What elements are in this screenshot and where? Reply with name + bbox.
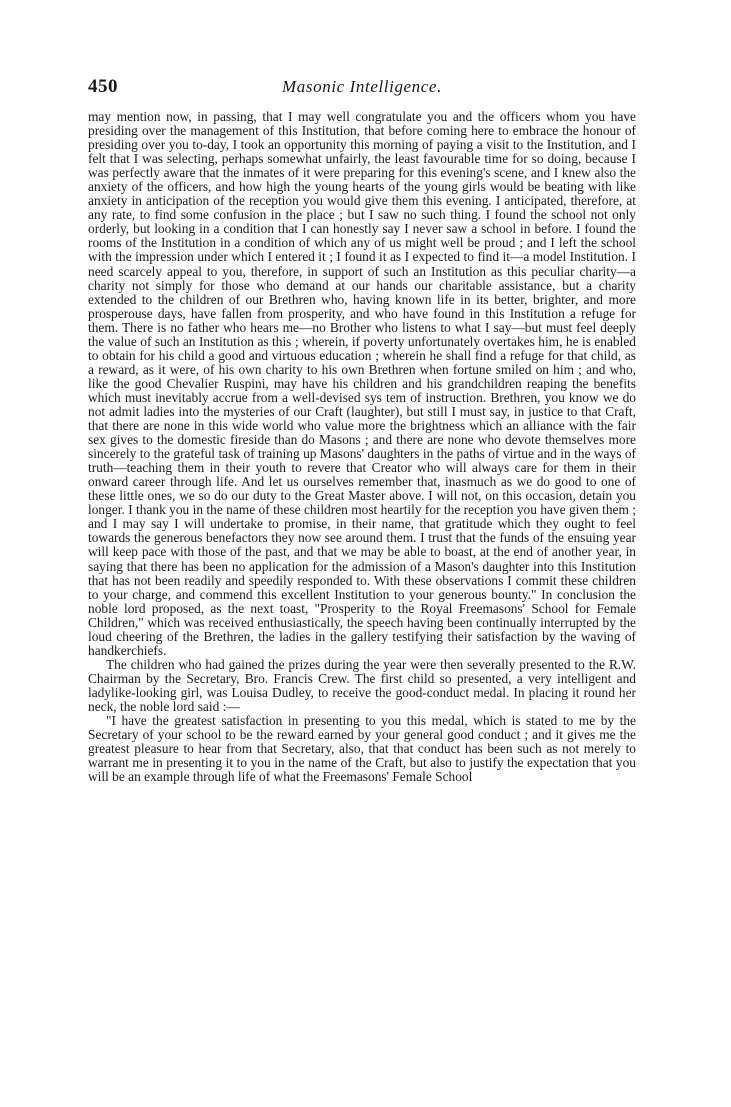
paragraph-prizes: The children who had gained the prizes during the year were then severally presented to the R.W. Chairman by the Secretary, Bro. Francis Crew. The first child so presented, a very intelligent and ladylike-looking girl, was Louisa Dudley, to receive the good-conduct medal. In placing it round her neck, the noble lord said :—	[88, 656, 636, 714]
paragraph-speech: may mention now, in passing, that I may well congratulate you and the officers whom you have presiding over the management of this Institution, that before coming here to embrace the honour of presiding over you to-day, I took an opportunity this morning of paying a visit to the Institution, and I felt that I was selecting, perhaps somewhat unfairly, the least favourable time for so doing, because I was perfectly aware that the inmates of it were preparing for this evening's scene, and I knew also the anxiety of the officers, and how high the young hearts of the young girls would be beating with like anxiety in anticipation of the reception you would give them this evening. I anticipated, therefore, at any rate, to find some confusion in the place ; but I saw no such thing. I found the school not only orderly, but looking in a condition that I can honestly say I never saw a school in before. I found the rooms of the Institution in a condition of which any of us might well be proud ; and I left the school with the impression under which I entered it ; I found it as I expected to find it—a model Institution. I need scarcely appeal to you, therefore, in support of such an Institution as this peculiar charity—a charity not simply for those who demand at our hands our charitable assistance, but a charity extended to the children of our Brethren who, having known life in its better, brighter, and more prosperouse days, have fallen from prosperity, and who have found in this Institution a refuge for them. There is no father who hears me—no Brother who listens to what I say—but must feel deeply the value of such an Institution as this ; wherein, if poverty unfortunately overtakes him, he is enabled to obtain for his child a good and virtuous education ; wherein he shall find a refuge for that child, as a reward, as it were, of his own charity to his own Brethren when fortune smiled on him ; and who, like the good Chevalier Ruspini, may have his children and his grandchildren reaping the benefits which must inevitably accrue from a well-devised sys tem of instruction. Brethren, you know we do not admit ladies into the mysteries of our Craft (laughter), but still I must say, in justice to that Craft, that there are none in this wide world who value more the brightness which an alliance with the fair sex gives to the domestic fireside than do Masons ; and there are none who devote themselves more sincerely to the grateful task of training up Masons' daughters in the paths of virtue and in the ways of truth—teaching them in their youth to revere that Creator who will always care for them in their onward career through life. And let us ourselves remember that, inasmuch as we do good to one of these little ones, we so do our duty to the Great Master above. I will not, on this occasion, detain you longer. I thank you in the name of these children most heartily for the reception you have given them ; and I may say I will undertake to promise, in their name, that gratitude which they ought to feel towards the generous benefactors they now see around them. I trust that the funds of the ensuing year will keep pace with those of the past, and that we may be able to boast, at the end of another year, in saying that there has been no application for the admission of a Mason's daughter into this Institution that has not been readily and speedily responded to. With these observations I commit these children to your charge, and commend this excellent Institution to your generous bounty." In conclusion the noble lord proposed, as the next toast, "Prosperity to the Royal Freemasons' School for Female Children," which was received enthusiastically, the speech having been continually interrupted by the loud cheering of the Brethren, the ladies in the gallery testifying their satisfaction by the waving of handkerchiefs.	[88, 109, 636, 658]
page-header	[88, 76, 636, 104]
document-page	[88, 76, 636, 784]
article-body	[88, 110, 636, 784]
page-number: 450	[88, 76, 118, 97]
paragraph-medal-quote: "I have the greatest satisfaction in presenting to you this medal, which is stated to me by the Secretary of your school to be the reward earned by your general good conduct ; and it gives me the greatest pleasure to hear from that Secretary, also, that that conduct has been such as not merely to warrant me in presenting it to you in the name of the Craft, but also to justify the expectation that you will be an example through life of what the Freemasons' Female School	[88, 713, 636, 785]
running-title: Masonic Intelligence.	[282, 77, 442, 96]
